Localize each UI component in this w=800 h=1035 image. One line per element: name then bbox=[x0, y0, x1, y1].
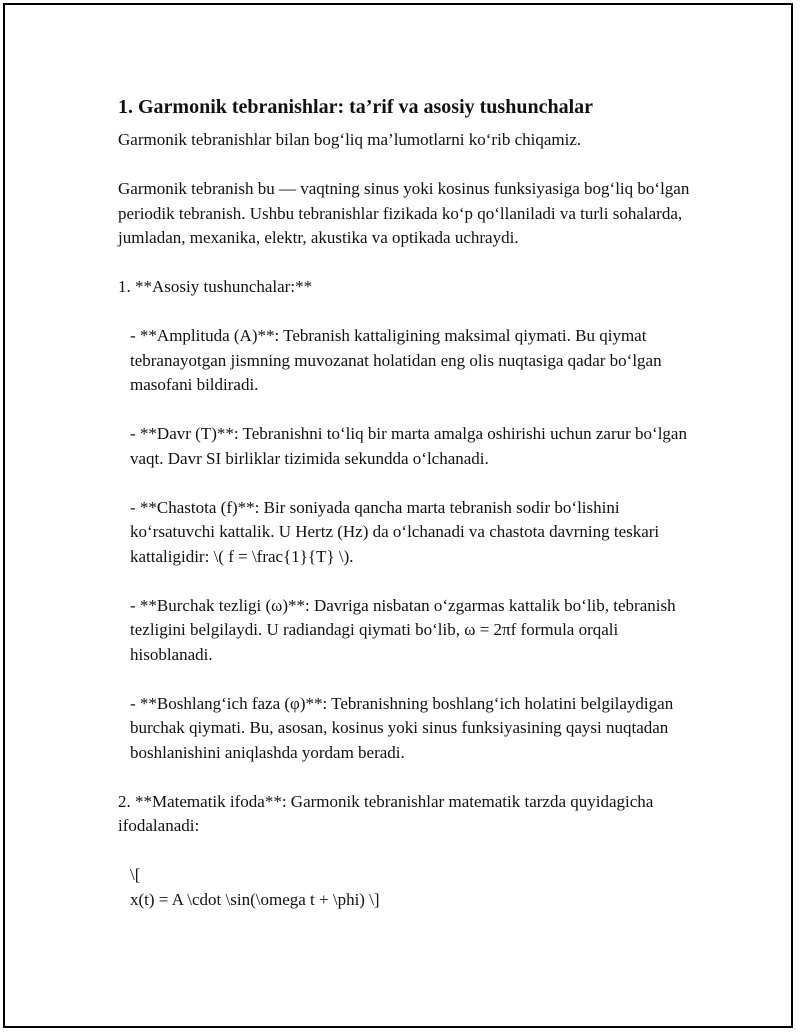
list-heading-basic-concepts: 1. **Asosiy tushunchalar:** bbox=[118, 277, 313, 296]
list-item-angular-velocity: - **Burchak tezligi (ω)**: Davriga nisbatan o‘zgarmas kattalik bo‘lib, tebranish tezligini belgilaydi. U radiandagi qiymati bo‘lib, ω = 2πf formula orqali hisoblanadi. bbox=[130, 595, 676, 664]
formula-open-delimiter: \[ bbox=[130, 865, 141, 884]
definition-paragraph: Garmonik tebranish bu — vaqtning sinus yoki kosinus funksiyasiga bog‘liq bo‘lgan periodik tebranish. Ushbu tebranishlar fizikada ko‘p qo‘llaniladi va turli sohalarda, jumladan, mexanika, elektr, akustika va optikada uchraydi. bbox=[118, 179, 690, 247]
formula-block bbox=[118, 863, 698, 912]
list-item-initial-phase: - **Boshlang‘ich faza (φ)**: Tebranishning boshlang‘ich holatini belgilaydigan burchak qiymati. Bu, asosan, kosinus yoki sinus funksiyasining qaysi nuqtadan boshlanishini aniqlashda yordam beradi. bbox=[130, 693, 674, 762]
formula-body: x(t) = A \cdot \sin(\omega t + \phi) \] bbox=[130, 889, 380, 909]
list-item-frequency: - **Chastota (f)**: Bir soniyada qancha marta tebranish sodir bo‘lishini ko‘rsatuvchi kattalik. U Hertz (Hz) da o‘lchanadi va chastota davrning teskari kattaligidir: \( f = \frac{1}{T} \). bbox=[130, 497, 660, 566]
list-item-amplitude: - **Amplituda (A)**: Tebranish kattaligining maksimal qiymati. Bu qiymat tebranayotgan jismning muvozanat holatidan eng olis nuqtasiga qadar bo‘lgan masofani bildiradi. bbox=[130, 326, 662, 394]
intro-paragraph: Garmonik tebranishlar bilan bog‘liq ma’lumotlarni ko‘rib chiqamiz. bbox=[118, 130, 582, 149]
document-body bbox=[118, 94, 698, 912]
list-item-period: - **Davr (T)**: Tebranishni to‘liq bir marta amalga oshirishi uchun zarur bo‘lgan vaqt. Davr SI birliklar tizimida sekundda o‘lchanadi. bbox=[130, 424, 687, 468]
section-heading: 1. Garmonik tebranishlar: ta’rif va asosiy tushunchalar bbox=[118, 96, 594, 118]
list-heading-math-expression: 2. **Matematik ifoda**: Garmonik tebranishlar matematik tarzda quyidagicha ifodalanadi: bbox=[118, 791, 654, 835]
